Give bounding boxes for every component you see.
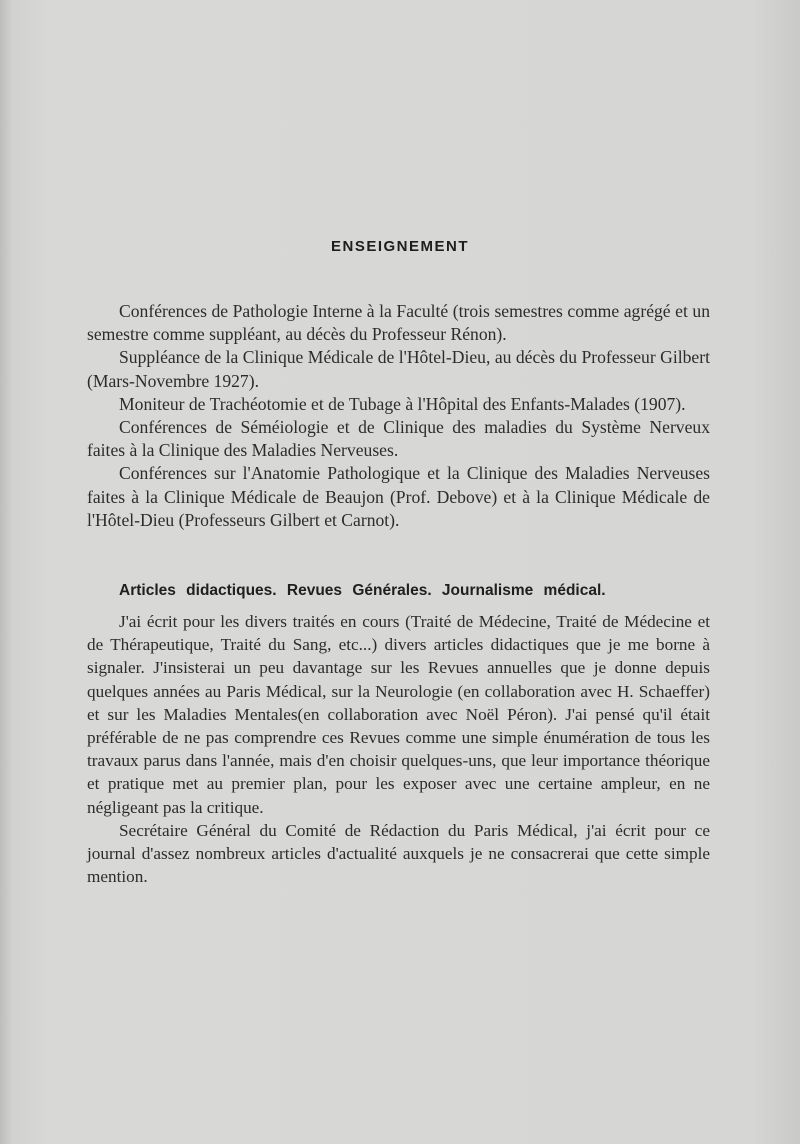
teaching-paragraph: Conférences de Pathologie Interne à la Faculté (trois semestres comme agrégé et un semestre comme suppléant, au décès du Professeur Rénon). [87, 301, 710, 345]
teaching-paragraph: Conférences de Séméiologie et de Clinique des maladies du Système Nerveux faites à la Clinique des Maladies Nerveuses. [87, 417, 710, 461]
articles-section [87, 582, 710, 888]
teaching-paragraph: Conférences sur l'Anatomie Pathologique et la Clinique des Maladies Nerveuses faites à la Clinique Médicale de Beaujon (Prof. Debove) et à la Clinique Médicale de l'Hôtel-Dieu (Professeurs Gilbert et Carnot). [87, 463, 710, 530]
articles-paragraph: J'ai écrit pour les divers traités en cours (Traité de Médecine, Traité de Médecine et de Thérapeutique, Traité du Sang, etc...) divers articles didactiques que je me borne à signaler. J'insisterai un peu davantage sur les Revues annuelles que je donne depuis quelques années au Paris Médical, sur la Neurologie (en collaboration avec H. Schaeffer) et sur les Maladies Mentales(en collaboration avec Noël Péron). J'ai pensé qu'il était préférable de ne pas comprendre ces Revues comme une simple énumération de tous les travaux parus dans l'année, mais d'en choisir quelques-uns, que leur importance théorique et pratique met au premier plan, pour les exposer avec une certaine ampleur, en ne négligeant pas la critique. [87, 612, 710, 817]
teaching-list [87, 300, 710, 532]
section-heading: ENSEIGNEMENT [330, 238, 469, 255]
articles-paragraph: Secrétaire Général du Comité de Rédaction du Paris Médical, j'ai écrit pour ce journal d'assez nombreux articles d'actualité auxquels je ne consacrerai que cette simple mention. [87, 820, 710, 887]
page-edge-shadow [0, 0, 14, 1144]
teaching-paragraph: Suppléance de la Clinique Médicale de l'Hôtel-Dieu, au décès du Professeur Gilbert (Mars-Novembre 1927). [87, 347, 710, 391]
articles-subheading: Articles didactiques. Revues Générales. Journalisme médical. [119, 582, 606, 599]
teaching-paragraph: Moniteur de Trachéotomie et de Tubage à l'Hôpital des Enfants-Malades (1907). [119, 393, 686, 414]
